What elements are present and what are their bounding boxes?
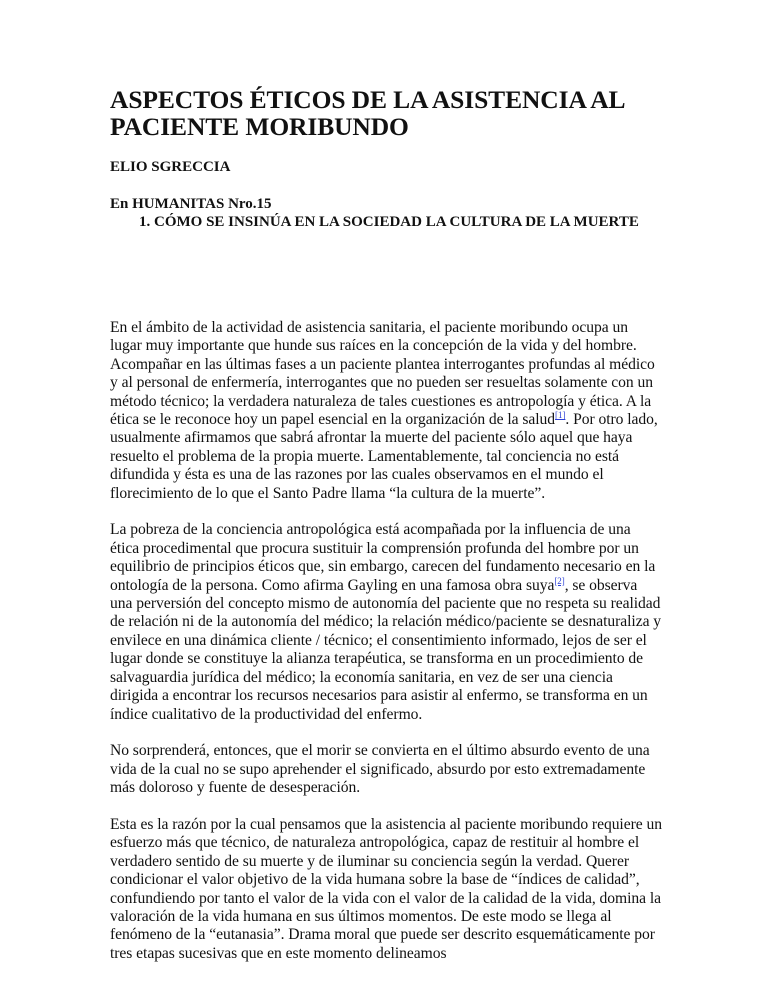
paragraph-text: En el ámbito de la actividad de asistencia sanitaria, el paciente moribundo ocupa un lugar muy importante que hunde sus raíces en la concepción de la vida y del hombre. Acompañar en las últimas fases a un paciente plantea interrogantes profundas al médico y al personal de enfermería, interrogantes que no pueden ser resueltas solamente con un método técnico; la verdadera naturaleza de tales cuestiones es antropología y ética. A la ética se le reconoce hoy un papel esencial en la organización de la salud — [110, 319, 655, 429]
footnote-link-2[interactable]: [2] — [554, 575, 565, 586]
publication-source: En HUMANITAS Nro.15 — [110, 196, 272, 212]
paragraph-3: No sorprenderá, entonces, que el morir se convierta en el último absurdo evento de una vida de la cual no se supo aprehender el significado, absurdo por esto extremadamente más doloroso y fuente de desesperación. — [110, 742, 650, 797]
section-heading-1: 1. CÓMO SE INSINÚA EN LA SOCIEDAD LA CULTURA DE LA MUERTE — [154, 213, 662, 231]
footnote-link-1[interactable]: [1] — [555, 410, 566, 421]
footnote-ref-1 — [555, 410, 565, 420]
paragraph-text: La pobreza de la conciencia antropológica está acompañada por la influencia de una ética procedimental que procura sustituir la comprensión profunda del hombre por un equilibrio de principios éticos que, sin embargo, carecen del fundamento necesario en la ontología de la persona. Como afirma Gayling en una famosa obra suya — [110, 521, 656, 594]
footnote-ref-2 — [554, 576, 564, 586]
author-name: ELIO SGRECCIA — [110, 159, 231, 175]
paragraph-text: . Por otro lado, usualmente afirmamos que sabrá afrontar la muerte del paciente sólo aquel que haya resuelto el problema de la propia muerte. Lamentablemente, tal conciencia no está difundida y ésta es una de las razones por las cuales observamos en el mundo el florecimiento de lo que el Santo Padre llama “la cultura de la muerte”. — [110, 411, 658, 502]
document-page — [110, 86, 662, 982]
document-body — [110, 319, 662, 963]
document-title: ASPECTOS ÉTICOS DE LA ASISTENCIA AL PACIENTE MORIBUNDO — [110, 85, 625, 141]
paragraph-1 — [110, 319, 662, 503]
paragraph-2 — [110, 521, 662, 723]
section-list — [110, 213, 662, 231]
paragraph-text: , se observa una perversión del concepto mismo de autonomía del paciente que no respeta su realidad de relación ni de la autonomía del médico; la relación médico/paciente se desnaturaliza y envilece en una dinámica cliente / técnico; el consentimiento informado, lejos de ser el lugar donde se constituye la alianza terapéutica, se transforma en un procedimiento de salvaguardia jurídica del médico; la economía sanitaria, en vez de ser una ciencia dirigida a encontrar los recursos necesarios para asistir al enfermo, se transforma en un índice cualitativo de la productividad del enfermo. — [110, 576, 662, 723]
paragraph-4: Esta es la razón por la cual pensamos que la asistencia al paciente moribundo requiere un esfuerzo más que técnico, de naturaleza antropológica, capaz de restituir al hombre el verdadero sentido de su muerte y de iluminar su conciencia según la verdad. Querer condicionar el valor objetivo de la vida humana sobre la base de “índices de calidad”, confundiendo por tanto el valor de la vida con el valor de la calidad de la vida, domina la valoración de la vida humana en sus últimos momentos. De este modo se llega al fenómeno de la “eutanasia”. Drama moral que puede ser descrito esquemáticamente por tres etapas sucesivas que en este momento delineamos — [110, 815, 662, 962]
